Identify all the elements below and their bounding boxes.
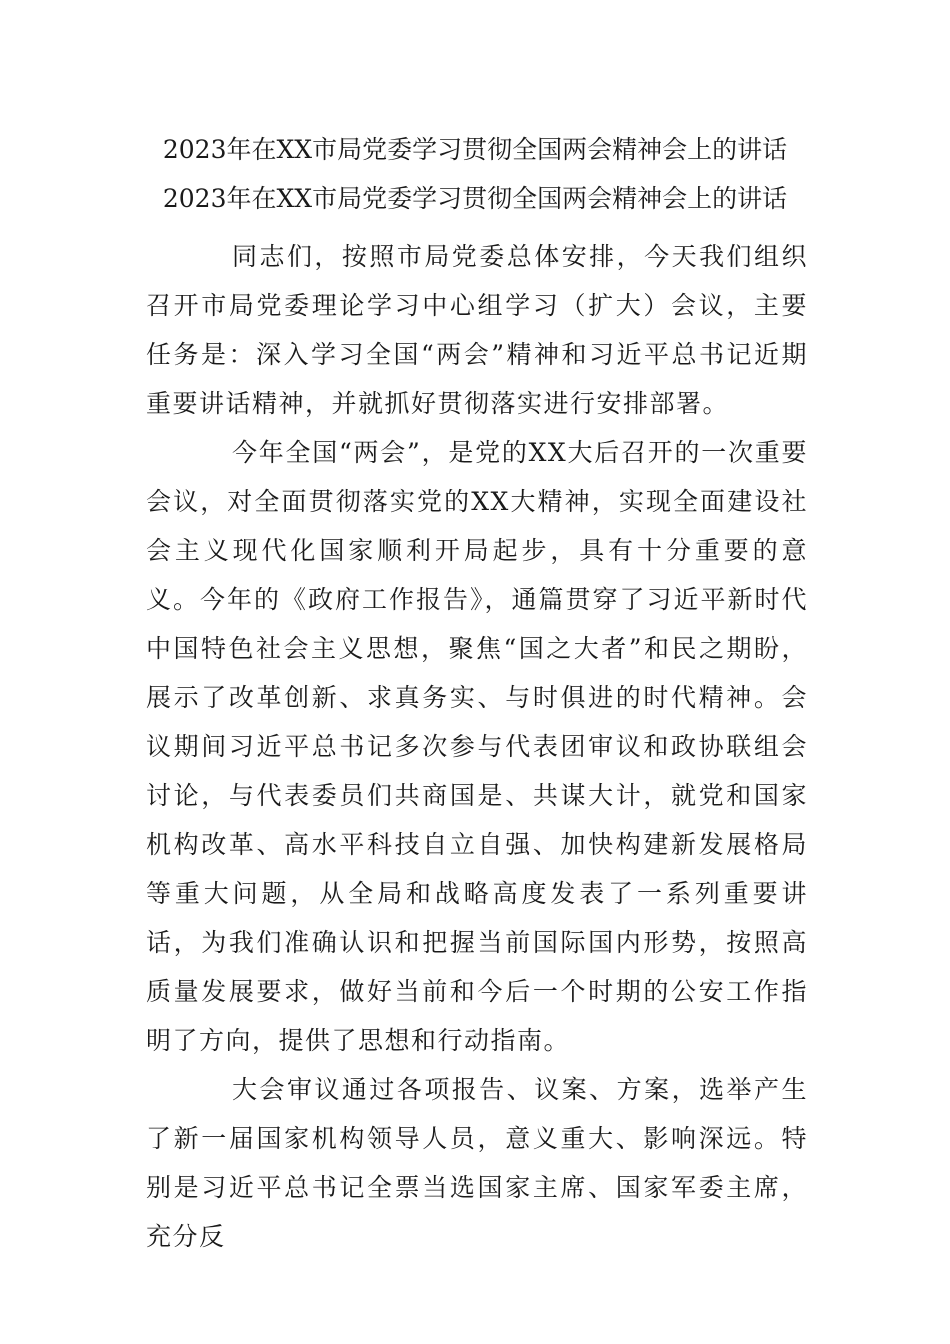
paragraph-elections: 大会审议通过各项报告、议案、方案，选举产生了新一届国家机构领导人员，意义重大、影响深远。特别是习近平总书记全票当选国家主席、国家军委主席，充分反 [146, 1075, 808, 1251]
document-title-repeat: 2023年在XX市局党委学习贯彻全国两会精神会上的讲话 [162, 184, 788, 213]
document-body [146, 232, 808, 1261]
paragraph-opening: 同志们，按照市局党委总体安排，今天我们组织召开市局党委理论学习中心组学习（扩大）会议，主要任务是：深入学习全国“两会”精神和习近平总书记近期重要讲话精神，并就抓好贯彻落实进行安排部署。 [146, 242, 808, 418]
document-title: 2023年在XX市局党委学习贯彻全国两会精神会上的讲话 [162, 135, 788, 164]
paragraph-significance: 今年全国“两会”，是党的XX大后召开的一次重要会议，对全面贯彻落实党的XX大精神，实现全面建设社会主义现代化国家顺利开局起步，具有十分重要的意义。今年的《政府工作报告》，通篇贯穿了习近平新时代中国特色社会主义思想，聚焦“国之大者”和民之期盼，展示了改革创新、求真务实、与时俱进的时代精神。会议期间习近平总书记多次参与代表团审议和政协联组会讨论，与代表委员们共商国是、共谋大计，就党和国家机构改革、高水平科技自立自强、加快构建新发展格局等重大问题，从全局和战略高度发表了一系列重要讲话，为我们准确认识和把握当前国际国内形势，按照高质量发展要求，做好当前和今后一个时期的公安工作指明了方向，提供了思想和行动指南。 [146, 438, 808, 1055]
